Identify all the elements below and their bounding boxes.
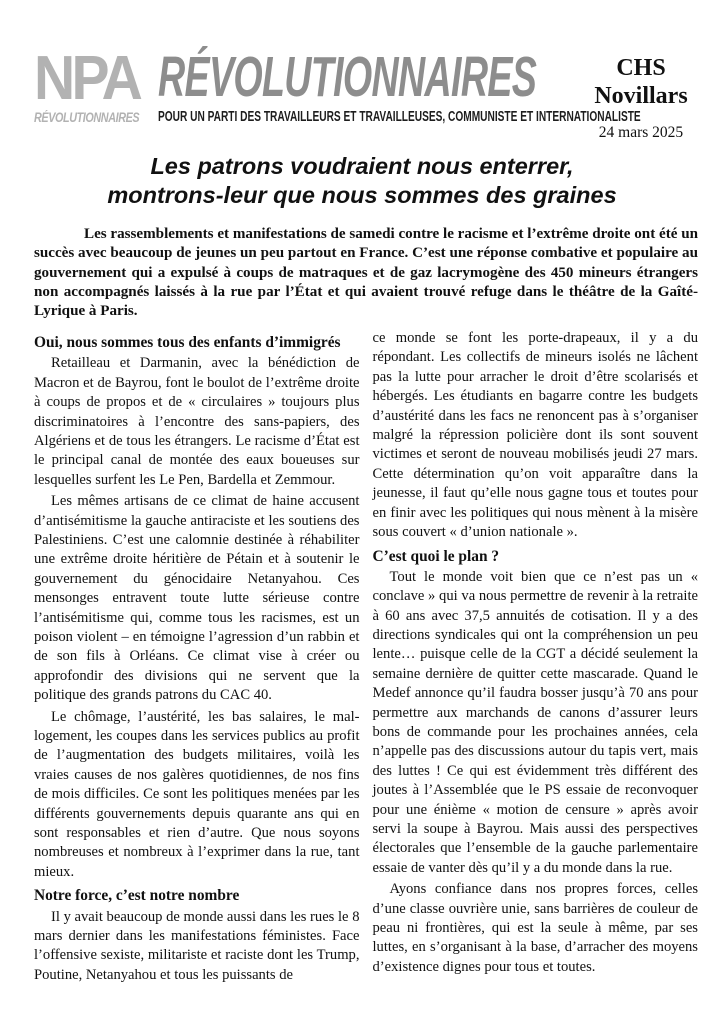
masthead-subtitle-text: POUR UN PARTI DES TRAVAILLEURS ET TRAVAILLEUSES, COMMUNISTE ET INTERNATIONALISTE	[158, 109, 641, 126]
npa-logo-text: NPA	[34, 44, 140, 113]
section-heading: Notre force, c’est notre nombre	[34, 887, 240, 905]
headline	[60, 152, 664, 210]
body-paragraph: ce monde se font les porte-drapeaux, il y a du répondant. Les collectifs de mineurs isolés ne lâchent pas la lutte pour arracher le droit d’être scolarisés et hébergés. Les étudiants en bagarre contre les budgets d’austérité dans les facs ne renoncent pas à s’organiser malgré la répression policière dont ils sont souvent victimes et seront de nouveau mobilisés jeudi 27 mars. Cette détermination qu’on voit apparaître dans la jeunesse, il faut qu’elle nous gagne tous et toutes pour en finir avec les politiques qui nous mènent à la misère sous couvert « d’union nationale ».	[372, 330, 698, 541]
article-columns	[34, 329, 698, 987]
masthead-title-text: RÉVOLUTIONNAIRES	[158, 45, 537, 109]
body-paragraph: Retailleau et Darmanin, avec la bénédiction de Macron et de Bayrou, font le boulot de l’extrême droite à coups de propos et de « circulaires » toujours plus discriminatoires à l’encontre des sans-papiers, des Algériens et de tous les étrangers. Le racisme d’État est le principal canal de montée des eaux boueuses sur lesquelles surfent les Le Pen, Bardella et Zemmour.	[34, 355, 360, 488]
body-paragraph: Tout le monde voit bien que ce n’est pas un « conclave » qui va nous permettre de revenir à la retraite à 60 ans avec 37,5 annuités de cotisation. Il y a des directions syndicales qui ont la compréhension un peu lente… puisque celle de la CGT a décidé seulement la semaine dernière de quitter cette mascarade. Quand le Medef annonce qu’il faudra bosser jusqu’à 70 ans pour permettre aux marchands de canons d’assurer leurs bons de commande pour les prochaines années, cela n’appelle pas des discussions autour du tapis vert, mais des luttes ! Ce qui est évidemment très différent des joutes à l’Assemblée que le PS essaie de reconvoquer pour une énième « motion de censure » après avoir servi la soupe à Bayrou. Mais aussi des perspectives électorales que l’ensemble de la gauche parlementaire essaie de vanter dès qu’il y a du monde dans la rue.	[372, 568, 698, 876]
headline-line1: Les patrons voudraient nous enterrer,	[150, 153, 574, 179]
npa-logo	[34, 44, 154, 126]
body-paragraph: Il y avait beaucoup de monde aussi dans les rues le 8 mars dernier dans les manifestations féministes. Face l’offensive sexiste, militariste et raciste dont les Trump, Poutine, Netanyahou et tous les puissants de	[34, 908, 360, 983]
edition-name-line2: Novillars	[594, 83, 688, 110]
section-heading: C’est quoi le plan ?	[372, 547, 500, 565]
masthead-title	[158, 45, 582, 109]
headline-line2: montrons-leur que nous sommes des graines	[107, 182, 617, 209]
intro-paragraph: Les rassemblements et manifestations de samedi contre le racisme et l’extrême droite ont été un succès avec beaucoup de jeunes un peu partout en France. C’est une réponse combative et populaire au gouvernement qui a expulsé à coups de matraques et de gaz lacrymogène des 450 mineurs étrangers non accompagnés laissés à la rue par l’État et qui avaient trouvé refuge dans le théâtre de la Gaîté-Lyrique à Paris.	[34, 226, 698, 319]
left-column	[34, 329, 360, 987]
body-paragraph: Les mêmes artisans de ce climat de haine accusent d’antisémitisme la gauche antiraciste et les soutiens des Palestiniens. C’est une calomnie destinée à réhabiliter une extrême droite héritière de Pétain et à soutenir le gouvernement du génocidaire Netanyahou. Ces mensonges entravent toute lutte sérieuse contre l’antisémitisme qui, comme tous les racismes, est un poison violent – en témoigne l’agression d’un rabbin et de son fils à Orléans. Ce climat vise à créer ou approfondir des divisions qui ne servent que la politique des grands patrons du CAC 40.	[34, 493, 360, 704]
section-heading: Oui, nous sommes tous des enfants d’immigrés	[34, 334, 341, 352]
right-column	[373, 329, 699, 987]
issue-date: 24 mars 2025	[598, 123, 684, 141]
masthead	[0, 0, 724, 141]
edition-block	[582, 54, 700, 142]
npa-logo-subtext: RÉVOLUTIONNAIRES	[34, 110, 140, 126]
masthead-subtitle	[158, 109, 641, 126]
body-paragraph: Le chômage, l’austérité, les bas salaires, le mal-logement, les coupes dans les services publics au profit de l’augmentation des budgets militaires, voilà les vraies causes de nos galères quotidiennes, de nos fins de mois difficiles. Ce sont les politiques menées par les différents gouvernements depuis quarante ans qui en sont responsables et rien d’autre. Que nous soyons nombreuses et nombreux à l’exprimer dans la rue, tant mieux.	[34, 708, 360, 880]
edition-name-line1: CHS	[616, 55, 666, 81]
body-paragraph: Ayons confiance dans nos propres forces, celles d’une classe ouvrière unie, sans barrières de couleur de peau ni frontières, qui est la seule à même, par ses luttes, en s’organisant à la base, d’arracher des moyens d’existence dignes pour tous et toutes.	[372, 881, 698, 975]
